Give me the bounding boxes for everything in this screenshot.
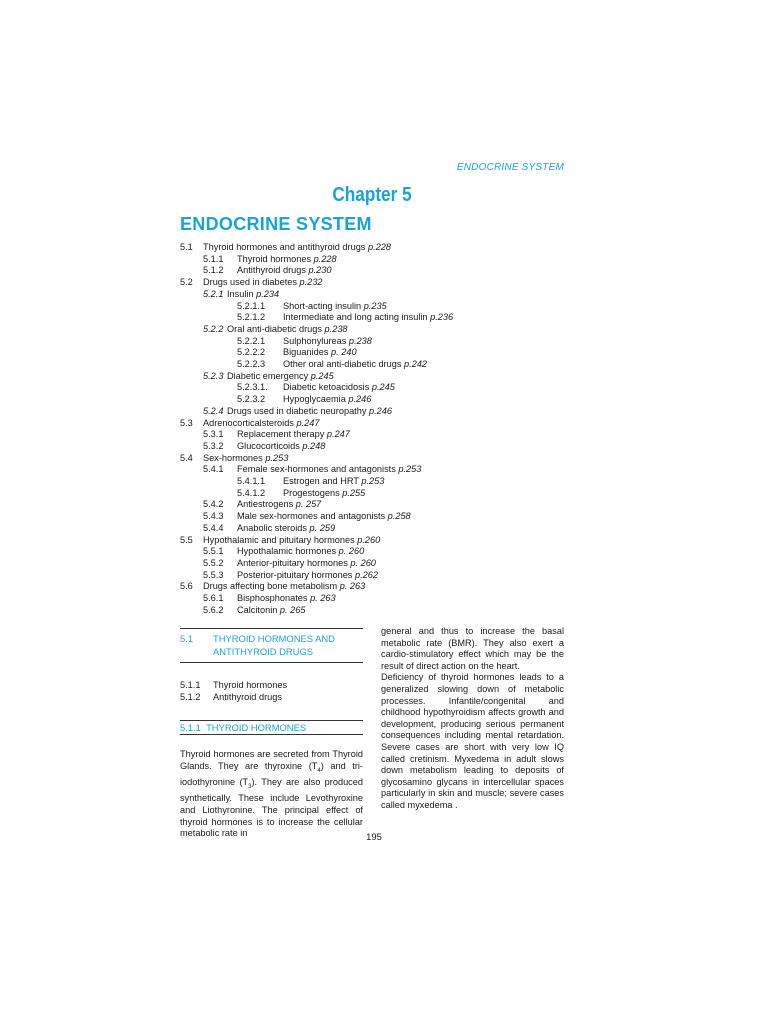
toc-entry-page: p. 259 <box>309 522 336 533</box>
toc-entry-text <box>237 523 335 534</box>
toc-entry-number: 5.5.3 <box>203 569 224 580</box>
toc-entry-page: p.255 <box>342 487 366 498</box>
toc-entry-page: p.238 <box>324 323 348 334</box>
toc-entry-text <box>283 336 372 347</box>
toc-entry-text <box>237 499 321 510</box>
toc-entry-number: 5.2 <box>180 277 193 288</box>
toc-entry-title: Anabolic steroids <box>237 522 307 533</box>
section-rule-bottom <box>180 662 363 663</box>
toc-entry-text <box>237 593 336 604</box>
running-header: ENDOCRINE SYSTEM <box>456 162 564 173</box>
toc-entry-number: 5.2.1.1 <box>237 300 266 311</box>
toc-entry-title: Drugs used in diabetic neuropathy <box>227 405 367 416</box>
toc-entry-text <box>203 453 288 464</box>
toc-entry-page: p.238 <box>348 335 372 346</box>
toc-entry-page: p.228 <box>367 242 391 252</box>
toc-entry-text <box>203 581 365 592</box>
toc-entry-page: p. 265 <box>279 604 306 615</box>
toc-entry-page: p.260 <box>357 534 381 545</box>
toc-entry-page: p.262 <box>354 569 378 580</box>
toc-entry-text <box>227 289 279 300</box>
toc-entry-title: Thyroid hormones and antithyroid drugs <box>203 242 366 252</box>
toc-entry-text <box>237 265 332 276</box>
toc-entry-title: Female sex-hormones and antagonists <box>237 464 396 475</box>
section-title-line: THYROID HORMONES AND <box>213 633 335 644</box>
toc-entry-number: 5.6.1 <box>203 593 224 603</box>
toc-entry-title: Bisphosphonates <box>237 593 308 603</box>
toc-entry-number: 5.1.1 <box>203 253 224 264</box>
toc-entry-number: 5.2.3 <box>203 370 224 381</box>
toc-entry-page: p.247 <box>296 417 320 428</box>
list-item <box>180 691 363 703</box>
toc-entry-page: p.245 <box>371 382 395 393</box>
toc-entry-title: Intermediate and long acting insulin <box>283 312 428 323</box>
toc-entry-page: p.236 <box>430 312 454 323</box>
toc-entry-number: 5.2.2 <box>203 323 224 334</box>
toc-entry-text <box>283 488 365 499</box>
toc-entry-title: Calcitonin <box>237 604 278 615</box>
toc-entry-page: p. 257 <box>295 499 322 510</box>
toc-entry-number: 5.3.1 <box>203 429 224 440</box>
toc-entry-title: Adrenocorticalsteroids <box>203 417 294 428</box>
toc-entry-text <box>203 242 391 253</box>
toc-entry-text <box>283 394 371 405</box>
toc-entry-number: 5.1 <box>180 242 193 252</box>
toc-entry-page: p.253 <box>398 464 422 475</box>
toc-entry-number: 5.4.2 <box>203 499 224 510</box>
toc-entry-number: 5.4.1 <box>203 464 224 475</box>
toc-entry-title: Sex-hormones <box>203 452 263 463</box>
toc-entry-text <box>237 464 421 475</box>
body-paragraph: Deficiency of thyroid hormones leads to a generalized slowing down of metabolic processes. Infantile/congenital and childhood hypothyroidism affects growth and development, producing serious permanent consequences including mental retardation. Severe cases are short with very low IQ called cretinism. Myxedema in adult slows down metabolism leading to deposits of glycosamino glycans in intercellular spaces particularly in skin and muscle; severe cases called myxedema . <box>381 672 564 810</box>
right-column <box>381 626 564 812</box>
toc-entry-text <box>227 406 392 417</box>
toc-entry-title: Insulin <box>227 288 254 299</box>
section-rule-top <box>180 628 363 629</box>
toc-entry-text <box>227 324 348 335</box>
toc-entry-page: p.253 <box>265 452 289 463</box>
toc-entry-text <box>283 382 395 393</box>
list-item-number: 5.1.1 <box>180 680 201 690</box>
toc-entry-number: 5.5.1 <box>203 546 224 557</box>
toc-entry-page: p.234 <box>256 288 280 299</box>
toc-entry-text <box>283 476 384 487</box>
toc-entry-number: 5.4.4 <box>203 522 224 533</box>
section-heading-5-1 <box>180 632 363 658</box>
toc-entry-text <box>237 429 350 440</box>
toc-entry-title: Hypothalamic and pituitary hormones <box>203 534 355 545</box>
toc-entry-title: Biguanides <box>283 347 329 358</box>
toc-entry-page: p.228 <box>313 253 337 264</box>
toc-entry-title: Hypothalamic hormones <box>237 546 337 557</box>
toc-entry-number: 5.2.3.2 <box>237 394 266 405</box>
toc-entry-number: 5.4 <box>180 452 193 463</box>
toc-entry-title: Thyroid hormones <box>237 253 312 264</box>
toc-entry-text <box>237 441 325 452</box>
toc-entry-text <box>237 570 378 581</box>
toc-entry-title: Diabetic ketoacidosis <box>283 382 370 393</box>
left-column <box>180 628 363 840</box>
toc-entry-title: Anterior-pituitary hormones <box>237 557 348 568</box>
toc-entry-page: p. 263 <box>310 593 336 603</box>
list-item-text: Thyroid hormones <box>213 680 288 690</box>
toc-entry-title: Male sex-hormones and antagonists <box>237 511 386 522</box>
toc-entry-text <box>283 312 453 323</box>
toc-entry-page: p. 240 <box>331 347 357 358</box>
toc-entry-number: 5.2.4 <box>203 405 224 416</box>
section-title-line: ANTITHYROID DRUGS <box>213 646 314 657</box>
list-item-text: Antithyroid drugs <box>213 692 282 702</box>
toc-entry-number: 5.3 <box>180 417 193 428</box>
list-item-number: 5.1.2 <box>180 692 201 702</box>
toc-entry-number: 5.2.1 <box>203 288 224 299</box>
toc-entry-title: Glucocorticoids <box>237 440 300 451</box>
toc-entry-number: 5.4.1.1 <box>237 476 266 486</box>
toc-entry-title: Posterior-pituitary hormones <box>237 569 353 580</box>
toc-entry-page: p.235 <box>363 300 387 311</box>
toc-entry-number: 5.1.2 <box>203 265 224 276</box>
toc-entry-number: 5.3.2 <box>203 440 224 451</box>
toc-entry-title: Other oral anti-diabetic drugs <box>283 359 402 369</box>
toc-entry-page: p. 260 <box>338 546 365 557</box>
toc-entry-text <box>237 546 364 557</box>
toc-entry-title: Progestogens <box>283 487 340 498</box>
toc-entry-number: 5.5.2 <box>203 557 224 568</box>
toc-entry-page: p.242 <box>404 359 428 369</box>
toc-entry-number: 5.4.3 <box>203 511 224 522</box>
toc-entry-title: Sulphonylureas <box>283 335 347 346</box>
page-number: 195 <box>366 831 382 842</box>
body-paragraph: Thyroid hormones are secreted from Thyroid Glands. They are thyroxine $(T_4)$ and tri-iodothyronine $(T_3)$. They are also produced synthetically. These include Levothyroxine and Liothyronine. The principal effect of thyroid hormones is to increase the cellular metabolic rate in <box>180 749 363 839</box>
toc-entry-text <box>203 277 323 288</box>
toc-entry-title: Diabetic emergency <box>227 370 309 381</box>
toc-entry-page: p.253 <box>361 476 385 486</box>
toc-entry-title: Oral anti-diabetic drugs <box>227 323 322 334</box>
toc-entry-title: Estrogen and HRT <box>283 476 359 486</box>
toc-entry-text <box>237 511 411 522</box>
list-item <box>180 679 363 691</box>
toc-entry-number: 5.6.2 <box>203 604 224 615</box>
toc-entry-text <box>283 359 427 370</box>
toc-entry-title: Drugs used in diabetes <box>203 277 297 288</box>
toc-entry-page: p.232 <box>299 277 323 288</box>
toc-entry-number: 5.6 <box>180 581 193 592</box>
chapter-title: ENDOCRINE SYSTEM <box>180 214 372 234</box>
toc-entry-page: p. 260 <box>350 557 376 568</box>
toc-entry-title: Antiestrogens <box>237 499 294 510</box>
chapter-label: Chapter 5 <box>332 184 412 206</box>
toc-entry-number: 5.5 <box>180 534 193 545</box>
toc-entry-text <box>237 605 305 616</box>
section-rule-bottom <box>180 734 363 735</box>
toc-entry-page: p.248 <box>302 440 326 451</box>
toc-entry-number: 5.4.1.2 <box>237 487 266 498</box>
toc-entry-text <box>237 558 376 569</box>
toc-entry-number: 5.2.2.2 <box>237 347 266 358</box>
toc-entry-text <box>283 347 357 358</box>
toc-entry-page: p.246 <box>348 394 372 405</box>
toc-entry-page: p.246 <box>369 405 392 416</box>
toc-entry-text <box>203 535 380 546</box>
toc-entry-title: Replacement therapy <box>237 429 325 440</box>
toc-entry-number: 5.2.2.3 <box>237 359 266 369</box>
toc-entry-number: 5.2.3.1. <box>237 382 268 393</box>
section-number: 5.1.1 <box>180 722 201 733</box>
section-heading-5-1-1 <box>180 721 363 734</box>
toc-entry-page: p.258 <box>387 511 411 522</box>
toc-entry-page: p.247 <box>326 429 350 440</box>
section-number: 5.1 <box>180 633 194 644</box>
toc-entry-title: Drugs affecting bone metabolism <box>203 581 338 592</box>
subsection-list <box>180 679 363 703</box>
body-paragraph: general and thus to increase the basal metabolic rate (BMR). They also exert a cardio-stimulatory effect which may be the result of direct action on the heart. <box>381 626 564 671</box>
toc-entry-title: Antithyroid drugs <box>237 265 306 276</box>
toc-entry-number: 5.2.2.1 <box>237 335 266 346</box>
toc-entry-text <box>227 371 334 382</box>
toc-entry-text <box>283 301 387 312</box>
toc-entry-page: p. 263 <box>339 581 366 592</box>
toc-entry-number: 5.2.1.2 <box>237 312 266 323</box>
toc-entry-text <box>203 418 319 429</box>
toc-entry-text <box>237 254 337 265</box>
section-title: THYROID HORMONES <box>206 722 307 733</box>
toc-entry-page: p.230 <box>308 265 332 276</box>
toc-entry-title: Hypoglycaemia <box>283 394 346 405</box>
toc-entry-title: Short-acting insulin <box>283 300 362 311</box>
toc-entry-page: p.245 <box>310 370 334 381</box>
